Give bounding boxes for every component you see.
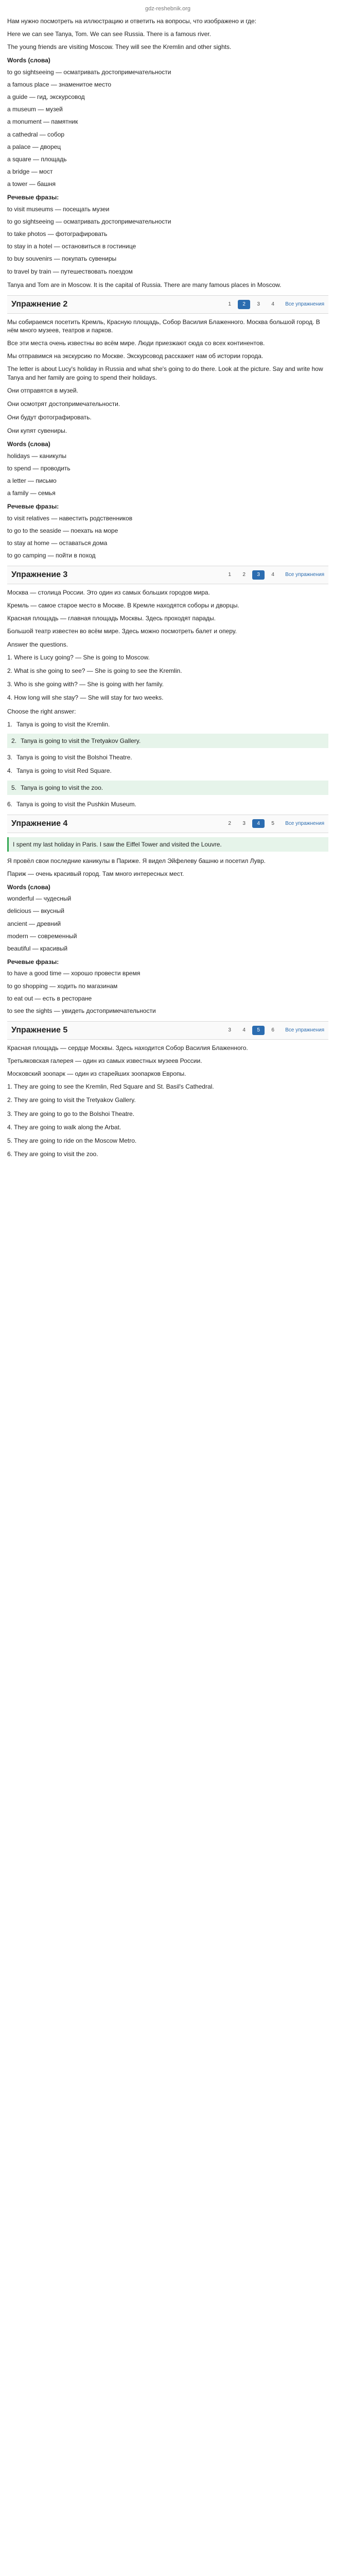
phrase-item: to go shopping — ходить по магазинам bbox=[7, 982, 118, 990]
site-banner: gdz-reshebnik.org bbox=[145, 6, 191, 12]
word-item: a cathedral — собор bbox=[7, 130, 65, 138]
option-item bbox=[7, 753, 328, 761]
paragraph: Мы собираемся посетить Кремль, Красную площадь, Собор Василия Блаженного. Москва большой город. В нём много музеев, театров и парков. bbox=[7, 318, 320, 334]
exercise-header bbox=[7, 295, 328, 314]
intro-text: Нам нужно посмотреть на иллюстрацию и ответить на вопросы, что изображено и где: bbox=[7, 17, 257, 25]
phrase-item: to travel by train — путешествовать поездом bbox=[7, 267, 133, 275]
task-item: Они отправятся в музей. bbox=[7, 386, 78, 394]
qa-item: 4. They are going to walk along the Arbat. bbox=[7, 1123, 121, 1131]
word-item: a bridge — мост bbox=[7, 168, 53, 176]
pagination bbox=[223, 1026, 324, 1035]
all-exercises-link[interactable]: Все упражнения bbox=[285, 301, 324, 308]
option-item bbox=[7, 767, 328, 775]
qa-list bbox=[7, 653, 328, 702]
page-link[interactable]: 4 bbox=[242, 1027, 246, 1033]
word-item: wonderful — чудесный bbox=[7, 895, 72, 903]
qa-item: 1. Where is Lucy going? — She is going to Moscow. bbox=[7, 653, 150, 661]
exercise-title: Упражнение 4 bbox=[11, 819, 68, 828]
page-link-active[interactable]: 4 bbox=[252, 819, 265, 828]
qa-item: 4. How long will she stay? — She will stay for two weeks. bbox=[7, 694, 164, 702]
option-text: Tanya is going to visit Red Square. bbox=[16, 767, 112, 775]
phrase-item: to visit museums — посещать музеи bbox=[7, 205, 110, 213]
word-item: to spend — проводить bbox=[7, 464, 71, 472]
page-link[interactable]: 3 bbox=[228, 1027, 231, 1033]
page-link-active[interactable]: 2 bbox=[238, 300, 250, 309]
word-list bbox=[7, 68, 328, 189]
paragraph: Все эти места очень известны во всём мире. Люди приезжают сюда со всех континентов. bbox=[7, 339, 265, 347]
word-item: a palace — дворец bbox=[7, 143, 61, 150]
page-link[interactable]: 2 bbox=[228, 820, 231, 826]
paragraph: Here we can see Tanya, Tom. We can see Russia. There is a famous river. bbox=[7, 30, 211, 38]
all-exercises-link[interactable]: Все упражнения bbox=[285, 1027, 324, 1033]
option-number: 4. bbox=[7, 767, 13, 775]
word-item: a museum — музей bbox=[7, 106, 63, 113]
phrase-item: to take photos — фотографировать bbox=[7, 230, 108, 238]
phrase-item: to buy souvenirs — покупать сувениры bbox=[7, 255, 117, 263]
question-text: The letter is about Lucy's holiday in Russia and what she's going to do there. Look at the picture. Say and write how Tanya and her family are going to spend their holidays. bbox=[7, 365, 323, 381]
option-text: Tanya is going to visit the zoo. bbox=[21, 784, 103, 791]
word-item: beautiful — красивый bbox=[7, 945, 68, 952]
phrase-item: to stay in a hotel — остановиться в гостинице bbox=[7, 243, 136, 250]
option-item-correct bbox=[7, 781, 328, 795]
option-number: 5. bbox=[11, 784, 17, 791]
word-item: to go sightseeing — осматривать достопримечательности bbox=[7, 68, 171, 76]
paragraph: Москва — столица России. Это один из самых больших городов мира. bbox=[7, 588, 210, 596]
option-number: 6. bbox=[7, 800, 13, 808]
pagination bbox=[223, 570, 324, 580]
phrase-list bbox=[7, 969, 328, 1015]
phrase-item: to visit relatives — навестить родственников bbox=[7, 514, 133, 522]
phrase-item: to go to the seaside — поехать на море bbox=[7, 527, 118, 534]
words-heading: Words (слова) bbox=[7, 884, 50, 891]
option-text: Tanya is going to visit the Pushkin Museum. bbox=[16, 800, 136, 808]
option-number: 2. bbox=[11, 737, 17, 744]
qa-item: 5. They are going to ride on the Moscow Metro. bbox=[7, 1137, 137, 1145]
exercise-header bbox=[7, 1021, 328, 1040]
option-item bbox=[7, 720, 328, 728]
word-item: a monument — памятник bbox=[7, 118, 78, 126]
exercise-title: Упражнение 3 bbox=[11, 570, 68, 580]
paragraph: Красная площадь — главная площадь Москвы. Здесь проходят парады. bbox=[7, 615, 216, 622]
paragraph: Мы отправимся на экскурсию по Москве. Экскурсовод расскажет нам об истории города. bbox=[7, 352, 264, 360]
option-item bbox=[7, 800, 328, 808]
word-item: holidays — каникулы bbox=[7, 452, 66, 460]
option-text: Tanya is going to visit the Bolshoi Theatre. bbox=[16, 754, 132, 761]
page-link-active[interactable]: 3 bbox=[252, 570, 265, 580]
page-link[interactable]: 6 bbox=[271, 1027, 274, 1033]
phrase-item: to go sightseeing — осматривать достопримечательности bbox=[7, 217, 171, 225]
paragraph: Кремль — самое старое место в Москве. В Кремле находятся соборы и дворцы. bbox=[7, 602, 239, 609]
paragraph: Париж — очень красивый город. Там много интересных мест. bbox=[7, 870, 184, 877]
phrase-item: to see the sights — увидеть достопримечательности bbox=[7, 1007, 156, 1014]
word-item: delicious — вкусный bbox=[7, 907, 64, 915]
page-link[interactable]: 4 bbox=[271, 572, 274, 578]
exercise-title: Упражнение 2 bbox=[11, 299, 68, 309]
phrases-heading: Речевые фразы: bbox=[7, 194, 59, 201]
all-exercises-link[interactable]: Все упражнения bbox=[285, 572, 324, 578]
pagination bbox=[223, 819, 324, 828]
page-link[interactable]: 4 bbox=[271, 301, 274, 308]
word-list bbox=[7, 452, 328, 498]
words-heading: Words (слова) bbox=[7, 440, 50, 448]
page-link[interactable]: 1 bbox=[228, 301, 231, 308]
paragraph: Красная площадь — сердце Москвы. Здесь находится Собор Василия Блаженного. bbox=[7, 1044, 248, 1052]
qa-item: 2. They are going to visit the Tretyakov Gallery. bbox=[7, 1096, 136, 1104]
paragraph: The young friends are visiting Moscow. They will see the Kremlin and other sights. bbox=[7, 43, 232, 51]
task-item: Они будут фотографировать. bbox=[7, 414, 92, 421]
word-item: a family — семья bbox=[7, 489, 56, 497]
paragraph: Большой театр известен во всём мире. Здесь можно посмотреть балет и оперу. bbox=[7, 628, 237, 635]
qa-item: 6. They are going to visit the zoo. bbox=[7, 1150, 98, 1158]
qa-item: 2. What is she going to see? — She is going to see the Kremlin. bbox=[7, 667, 182, 675]
exercise-4 bbox=[7, 837, 328, 1015]
page-link[interactable]: 3 bbox=[242, 820, 246, 826]
option-text: Tanya is going to visit the Tretyakov Gallery. bbox=[21, 737, 141, 744]
task-item: Они купят сувениры. bbox=[7, 427, 67, 435]
page-link-active[interactable]: 5 bbox=[252, 1026, 265, 1035]
qa-item: 3. They are going to go to the Bolshoi Theatre. bbox=[7, 1110, 135, 1117]
options-intro: Choose the right answer: bbox=[7, 707, 76, 715]
exercise-2 bbox=[7, 318, 328, 560]
paragraph: Я провёл свои последние каникулы в Париже. Я видел Эйфелеву башню и посетил Лувр. bbox=[7, 857, 266, 865]
words-heading: Words (слова) bbox=[7, 57, 50, 64]
qa-item: 1. They are going to see the Kremlin, Red Square and St. Basil's Cathedral. bbox=[7, 1083, 214, 1091]
option-item-correct bbox=[7, 734, 328, 748]
qa-item: 3. Who is she going with? — She is going with her family. bbox=[7, 681, 164, 688]
word-item: a letter — письмо bbox=[7, 477, 57, 484]
word-item: a square — площадь bbox=[7, 155, 67, 163]
question-text: Answer the questions. bbox=[7, 640, 68, 648]
word-item: modern — современный bbox=[7, 932, 77, 940]
exercise-header bbox=[7, 815, 328, 833]
pagination bbox=[223, 300, 324, 309]
phrase-item: to have a good time — хорошо провести время bbox=[7, 970, 141, 977]
paragraph: Tanya and Tom are in Moscow. It is the capital of Russia. There are many famous places in Moscow. bbox=[7, 281, 282, 289]
page-link[interactable]: 1 bbox=[228, 572, 231, 578]
phrase-item: to eat out — есть в ресторане bbox=[7, 994, 92, 1002]
exercise-header bbox=[7, 566, 328, 584]
qa-list bbox=[7, 1082, 328, 1158]
task-list bbox=[7, 386, 328, 435]
word-item: ancient — древний bbox=[7, 920, 61, 927]
page-link[interactable]: 2 bbox=[242, 572, 246, 578]
answer-highlight: I spent my last holiday in Paris. I saw the Eiffel Tower and visited the Louvre. bbox=[7, 837, 328, 852]
exercise-1 bbox=[7, 17, 328, 289]
word-list bbox=[7, 894, 328, 953]
all-exercises-link[interactable]: Все упражнения bbox=[285, 820, 324, 826]
paragraph: Третьяковская галерея — один из самых известных музеев России. bbox=[7, 1057, 202, 1064]
exercise-title: Упражнение 5 bbox=[11, 1026, 68, 1035]
word-item: a famous place — знаменитое место bbox=[7, 80, 112, 88]
options-list bbox=[7, 720, 328, 808]
word-item: a guide — гид, экскурсовод bbox=[7, 93, 85, 100]
page bbox=[0, 0, 336, 1176]
phrase-item: to stay at home — оставаться дома bbox=[7, 539, 108, 547]
phrases-heading: Речевые фразы: bbox=[7, 958, 59, 966]
page-link[interactable]: 3 bbox=[257, 301, 260, 308]
phrase-list bbox=[7, 514, 328, 560]
option-number: 3. bbox=[7, 754, 13, 761]
phrases-heading: Речевые фразы: bbox=[7, 503, 59, 511]
phrase-list bbox=[7, 205, 328, 276]
task-item: Они осмотрят достопримечательности. bbox=[7, 400, 120, 408]
phrase-item: to go camping — пойти в поход bbox=[7, 552, 96, 560]
paragraph: Московский зоопарк — один из старейших зоопарков Европы. bbox=[7, 1070, 186, 1078]
option-text: Tanya is going to visit the Kremlin. bbox=[16, 720, 110, 728]
page-link[interactable]: 5 bbox=[271, 820, 274, 826]
option-number: 1. bbox=[7, 720, 13, 728]
word-item: a tower — башня bbox=[7, 180, 56, 188]
exercise-5 bbox=[7, 1044, 328, 1159]
exercise-3 bbox=[7, 588, 328, 808]
